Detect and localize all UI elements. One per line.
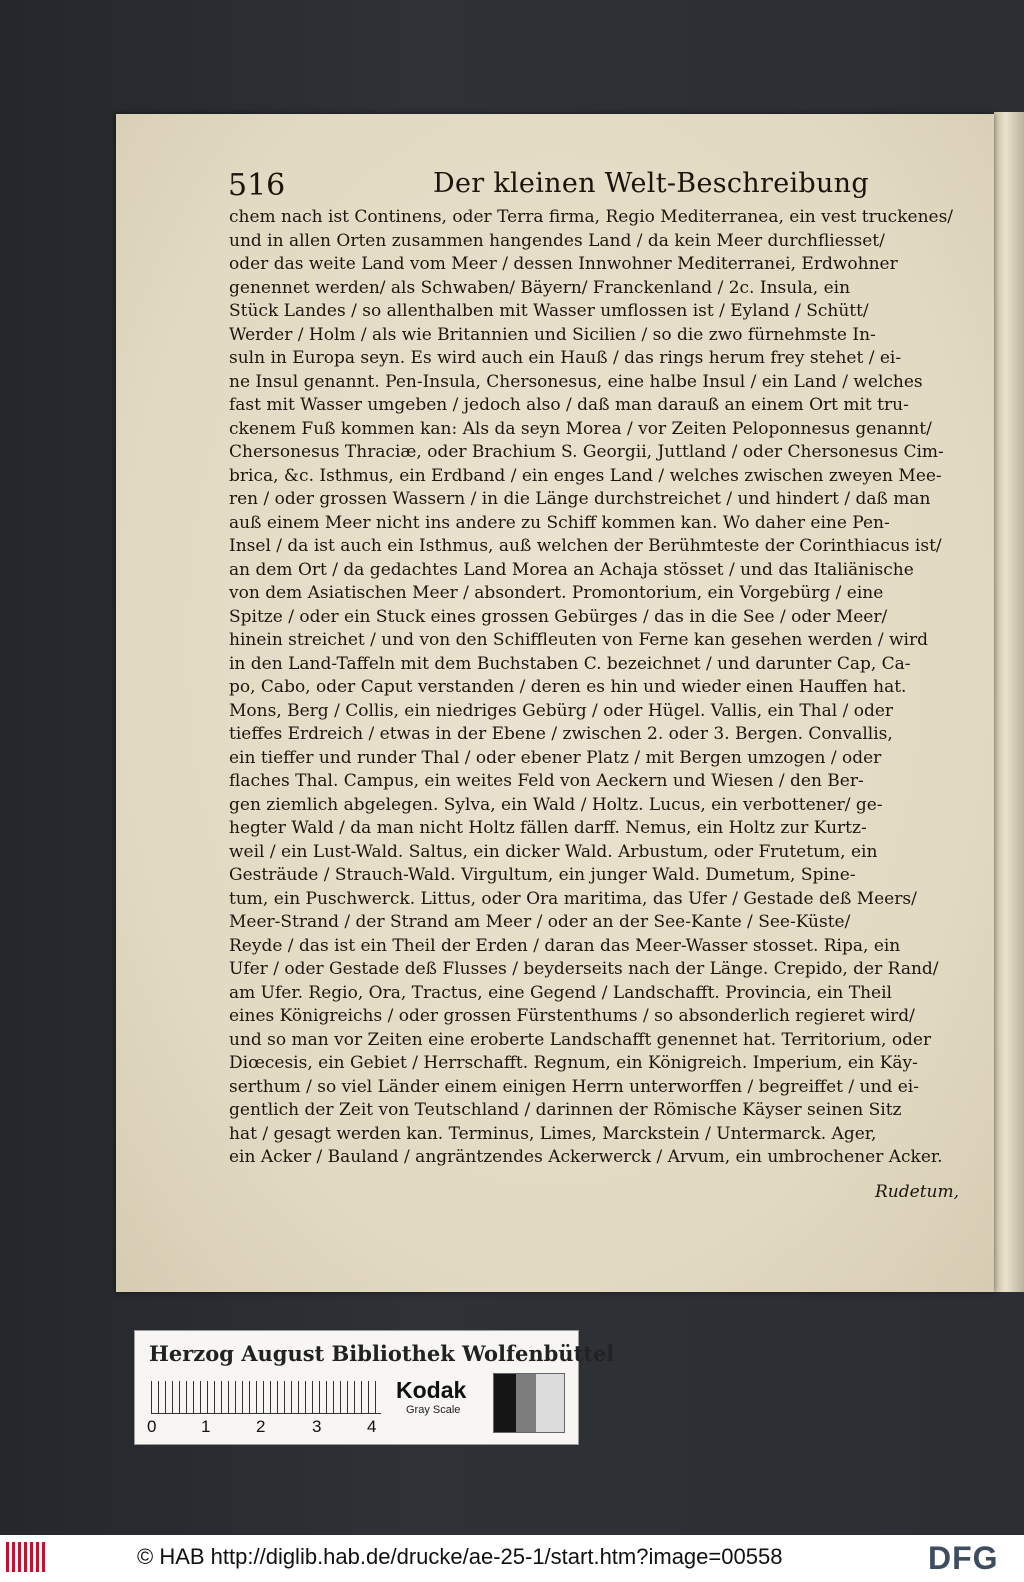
body-text — [229, 206, 959, 1170]
text-line: am Ufer. Regio, Ora, Tractus, eine Gegend / Landschafft. Provincia, ein Theil — [229, 982, 892, 1003]
text-line: gentlich der Zeit von Teutschland / darinnen der Römische Käyser seinen Sitz — [229, 1100, 902, 1120]
kodak-logo: Kodak — [396, 1377, 467, 1403]
text-line: Stück Landes / so allenthalben mit Wasser umflossen ist / Eyland / Schütt/ — [229, 301, 869, 321]
text-line: in den Land-Taffeln mit dem Buchstaben C. bezeichnet / und darunter Cap, Ca- — [229, 653, 911, 674]
ruler-scale — [151, 1381, 381, 1414]
page-header — [228, 168, 918, 204]
ruler-label: 0 — [147, 1417, 157, 1436]
text-line: Chersonesus Thraciæ, oder Brachium S. Georgii, Juttland / oder Chersonesus Cim- — [229, 442, 944, 462]
text-line: Mons, Berg / Collis, ein niedriges Gebürg / oder Hügel. Vallis, ein Thal / oder — [229, 700, 894, 721]
copyright-link[interactable]: © HAB http://diglib.hab.de/drucke/ae-25-1/start.htm?image=00558 — [137, 1544, 783, 1569]
ruler-labels — [147, 1417, 387, 1437]
text-line: genennet werden/ als Schwaben/ Bäyern/ Franckenland / 2c. Insula, ein — [229, 277, 851, 298]
text-line: von dem Asiatischen Meer / absondert. Promontorium, ein Vorgebürg / eine — [229, 583, 884, 603]
ruler-label: 1 — [201, 1417, 211, 1436]
text-line: oder das weite Land vom Meer / dessen Innwohner Mediterranei, Erdwohner — [229, 254, 898, 274]
text-line: Spitze / oder ein Stuck eines grossen Gebürges / das in die See / oder Meer/ — [229, 606, 888, 627]
ruler-label: 4 — [367, 1417, 377, 1436]
text-line: an dem Ort / da gedachtes Land Morea an Achaja stösset / und das Italiänische — [229, 559, 914, 580]
text-line: flaches Thal. Campus, ein weites Feld von Aeckern und Wiesen / den Ber- — [229, 771, 864, 791]
kodak-gray-scale-label: Gray Scale — [406, 1404, 461, 1416]
text-line: tum, ein Puschwerck. Littus, oder Ora maritima, das Ufer / Gestade deß Meers/ — [229, 888, 917, 909]
text-line: hegter Wald / da man nicht Holtz fällen darff. Nemus, ein Holtz zur Kurtz- — [229, 818, 867, 838]
text-line: Diœcesis, ein Gebiet / Herrschafft. Regnum, ein Königreich. Imperium, ein Käy- — [229, 1053, 918, 1073]
text-line: und in allen Orten zusammen hangendes Land / da kein Meer durchfliesset/ — [229, 230, 885, 251]
text-line: auß einem Meer nicht ins andere zu Schiff kommen kan. Wo daher eine Pen- — [229, 512, 890, 533]
text-line: ein Acker / Bauland / angräntzendes Ackerwerck / Arvum, ein umbrochener Acker. — [229, 1147, 943, 1167]
text-line: und so man vor Zeiten eine eroberte Landschafft genennet hat. Territorium, oder — [229, 1029, 932, 1050]
footer-bar — [0, 1535, 1024, 1582]
running-title: Der kleinen Welt-Beschreibung — [433, 168, 869, 199]
gray-patch-light — [536, 1374, 564, 1432]
text-line: hinein streichet / und von den Schiffleuten von Ferne kan gesehen werden / wird — [229, 630, 928, 650]
text-line: hat / gesagt werden kan. Terminus, Limes, Marckstein / Untermarck. Ager, — [229, 1123, 877, 1144]
text-line: Werder / Holm / als wie Britannien und Sicilien / so die zwo fürnehmste In- — [229, 324, 876, 345]
ruler-label: 3 — [312, 1417, 322, 1436]
next-page-edge — [994, 112, 1024, 1292]
dfg-logo: DFG — [928, 1540, 999, 1576]
text-line: Gesträude / Strauch-Wald. Virgultum, ein junger Wald. Dumetum, Spine- — [229, 865, 856, 885]
text-line: brica, &c. Isthmus, ein Erdband / ein enges Land / welches zwischen zweyen Mee- — [229, 465, 942, 486]
ruler-label: 2 — [256, 1417, 266, 1436]
text-line: Insel / da ist auch ein Isthmus, auß welchen der Berühmteste der Corinthiacus ist/ — [229, 536, 942, 556]
text-line: fast mit Wasser umgeben / jedoch also / daß man darauß an einem Ort mit tru- — [229, 395, 909, 415]
text-line: eines Königreichs / oder grossen Fürstenthums / so absonderlich regieret wird/ — [229, 1006, 915, 1026]
text-line: tieffes Erdreich / etwas in der Ebene / zwischen 2. oder 3. Bergen. Convallis, — [229, 724, 893, 744]
book-page — [116, 114, 994, 1292]
catchword: Rudetum, — [875, 1182, 959, 1202]
text-line: chem nach ist Continens, oder Terra firma, Regio Mediterranea, ein vest truckenes/ — [229, 207, 954, 227]
text-line: serthum / so viel Länder einem einigen Herrn unterworffen / begreiffet / und ei- — [229, 1076, 919, 1097]
text-line: po, Cabo, oder Caput verstanden / deren es hin und wieder einen Hauffen hat. — [229, 677, 907, 697]
gray-scale-patches — [493, 1373, 565, 1433]
gray-patch-mid — [516, 1374, 536, 1432]
library-name: Herzog August Bibliothek Wolfenbüttel — [149, 1341, 615, 1366]
hab-logo-icon — [6, 1542, 48, 1572]
text-line: ren / oder grossen Wassern / in die Länge durchstreichet / und hindert / daß man — [229, 489, 931, 509]
text-line: gen ziemlich abgelegen. Sylva, ein Wald / Holtz. Lucus, ein verbottener/ ge- — [229, 794, 883, 815]
library-color-card — [134, 1330, 615, 1445]
text-line: weil / ein Lust-Wald. Saltus, ein dicker Wald. Arbustum, oder Frutetum, ein — [229, 841, 878, 862]
gray-patch-black — [494, 1374, 516, 1432]
text-line: Ufer / oder Gestade deß Flusses / beyderseits nach der Länge. Crepido, der Rand/ — [229, 959, 939, 979]
page-number: 516 — [228, 168, 286, 203]
text-line: ein tieffer und runder Thal / oder ebener Platz / mit Bergen umzogen / oder — [229, 747, 882, 768]
text-line: suln in Europa seyn. Es wird auch ein Hauß / das rings herum frey stehet / ei- — [229, 348, 902, 368]
text-line: Meer-Strand / der Strand am Meer / oder an der See-Kante / See-Küste/ — [229, 912, 851, 932]
text-line: Reyde / das ist ein Theil der Erden / daran das Meer-Wasser stosset. Ripa, ein — [229, 935, 901, 956]
text-line: ne Insul genannt. Pen-Insula, Chersonesus, eine halbe Insul / ein Land / welches — [229, 371, 923, 392]
text-line: ckenem Fuß kommen kan: Als da seyn Morea / vor Zeiten Peloponnesus genannt/ — [229, 418, 932, 439]
